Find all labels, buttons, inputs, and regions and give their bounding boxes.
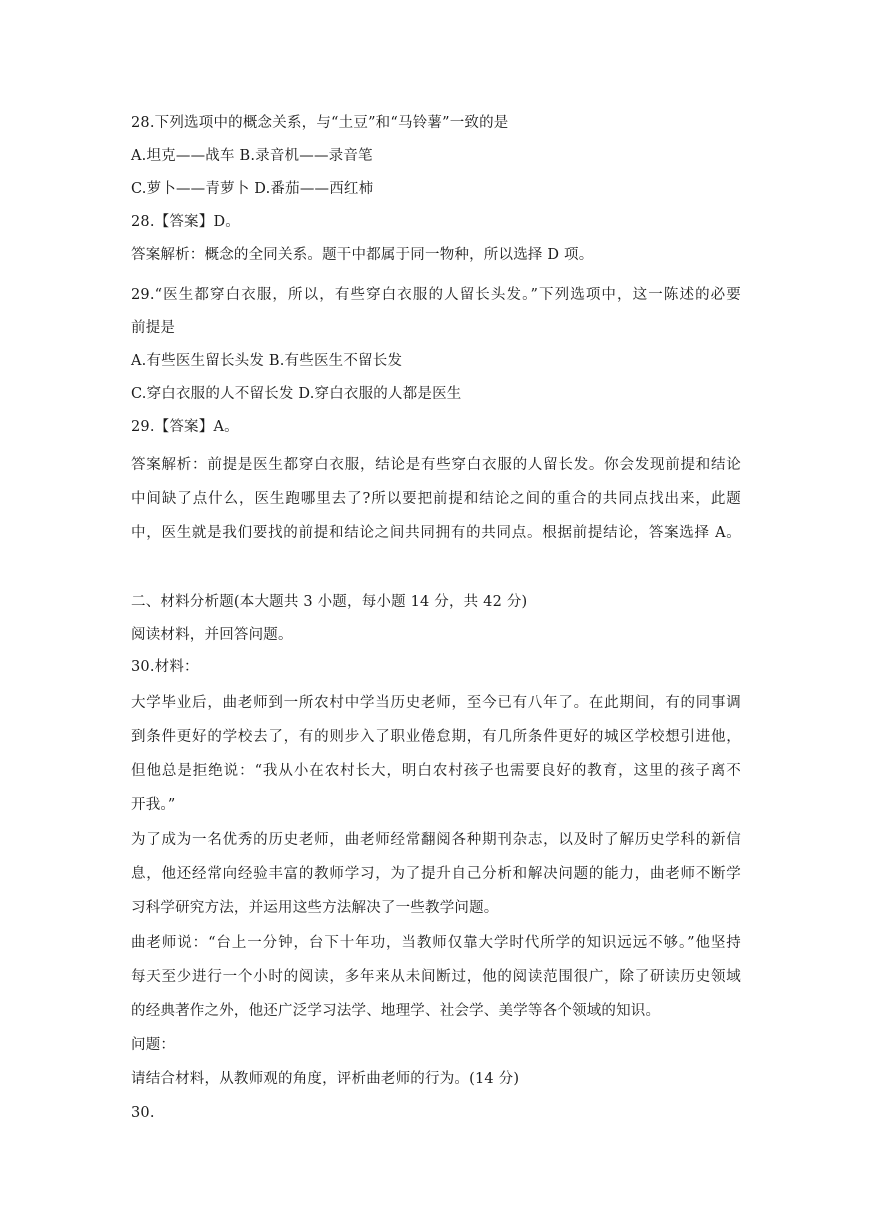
material-paragraph-2: 为了成为一名优秀的历史老师，曲老师经常翻阅各种期刊杂志，以及时了解历史学科的新信 — [131, 832, 741, 848]
question-30-question-label: 问题： — [131, 1037, 176, 1053]
section-2-heading: 二、材料分析题(本大题共 3 小题，每小题 14 分，共 42 分) — [131, 594, 528, 610]
question-29-explanation: 答案解析：前提是医生都穿白衣服，结论是有些穿白衣服的人留长发。你会发现前提和结论 — [131, 457, 741, 473]
question-28-answer: 28.【答案】D。 — [131, 214, 240, 230]
question-30-material-label: 30.材料： — [131, 659, 199, 675]
material-paragraph-1-line-4: 开我。” — [131, 797, 176, 813]
section-2-instruction: 阅读材料，并回答问题。 — [131, 627, 293, 643]
material-paragraph-3-line-2: 每天至少进行一个小时的阅读，多年来从未间断过，他的阅读范围很广，除了研读历史领域 — [131, 969, 741, 985]
question-30-answer-label: 30. — [131, 1105, 155, 1121]
question-29-options-ab: A.有些医生留长头发 B.有些医生不留长发 — [131, 353, 403, 369]
material-paragraph-1: 大学毕业后，曲老师到一所农村中学当历史老师，至今已有八年了。在此期间，有的同事调 — [131, 695, 741, 711]
material-paragraph-1-line-2: 到条件更好的学校去了，有的则步入了职业倦怠期，有几所条件更好的城区学校想引进他， — [131, 729, 741, 745]
material-paragraph-3-line-3: 的经典著作之外，他还广泛学习法学、地理学、社会学、美学等各个领域的知识。 — [131, 1003, 661, 1019]
material-paragraph-2-line-2: 息，他还经常向经验丰富的教师学习，为了提升自己分析和解决问题的能力，曲老师不断学 — [131, 866, 741, 882]
question-29-stem-cont: 前提是 — [131, 320, 176, 336]
question-28-options-cd: C.萝卜——青萝卜 D.番茄——西红柿 — [131, 181, 374, 197]
question-30-prompt: 请结合材料，从教师观的角度，评析曲老师的行为。(14 分) — [131, 1071, 520, 1087]
question-28-stem: 28.下列选项中的概念关系，与“土豆”和“马铃薯”一致的是 — [131, 115, 509, 131]
question-29-answer: 29.【答案】A。 — [131, 419, 239, 435]
question-29-options-cd: C.穿白衣服的人不留长发 D.穿白衣服的人都是医生 — [131, 386, 462, 402]
question-29-explanation-end: 中，医生就是我们要找的前提和结论之间共同拥有的共同点。根据前提结论，答案选择 A。 — [131, 525, 741, 541]
question-29-explanation-cont: 中间缺了点什么，医生跑哪里去了?所以要把前提和结论之间的重合的共同点找出来，此题 — [131, 491, 741, 507]
material-paragraph-1-line-3: 但他总是拒绝说：“我从小在农村长大，明白农村孩子也需要良好的教育，这里的孩子离不 — [131, 763, 741, 779]
question-28-explanation: 答案解析：概念的全同关系。题干中都属于同一物种，所以选择 D 项。 — [131, 247, 594, 263]
question-28-options-ab: A.坦克——战车 B.录音机——录音笔 — [131, 148, 373, 164]
material-paragraph-2-line-3: 习科学研究方法，并运用这些方法解决了一些教学问题。 — [131, 900, 499, 916]
question-29-stem: 29.“医生都穿白衣服，所以，有些穿白衣服的人留长头发。”下列选项中，这一陈述的必要 — [131, 287, 741, 303]
material-paragraph-3: 曲老师说：“台上一分钟，台下十年功，当教师仅靠大学时代所学的知识远远不够。”他坚持 — [131, 935, 741, 951]
